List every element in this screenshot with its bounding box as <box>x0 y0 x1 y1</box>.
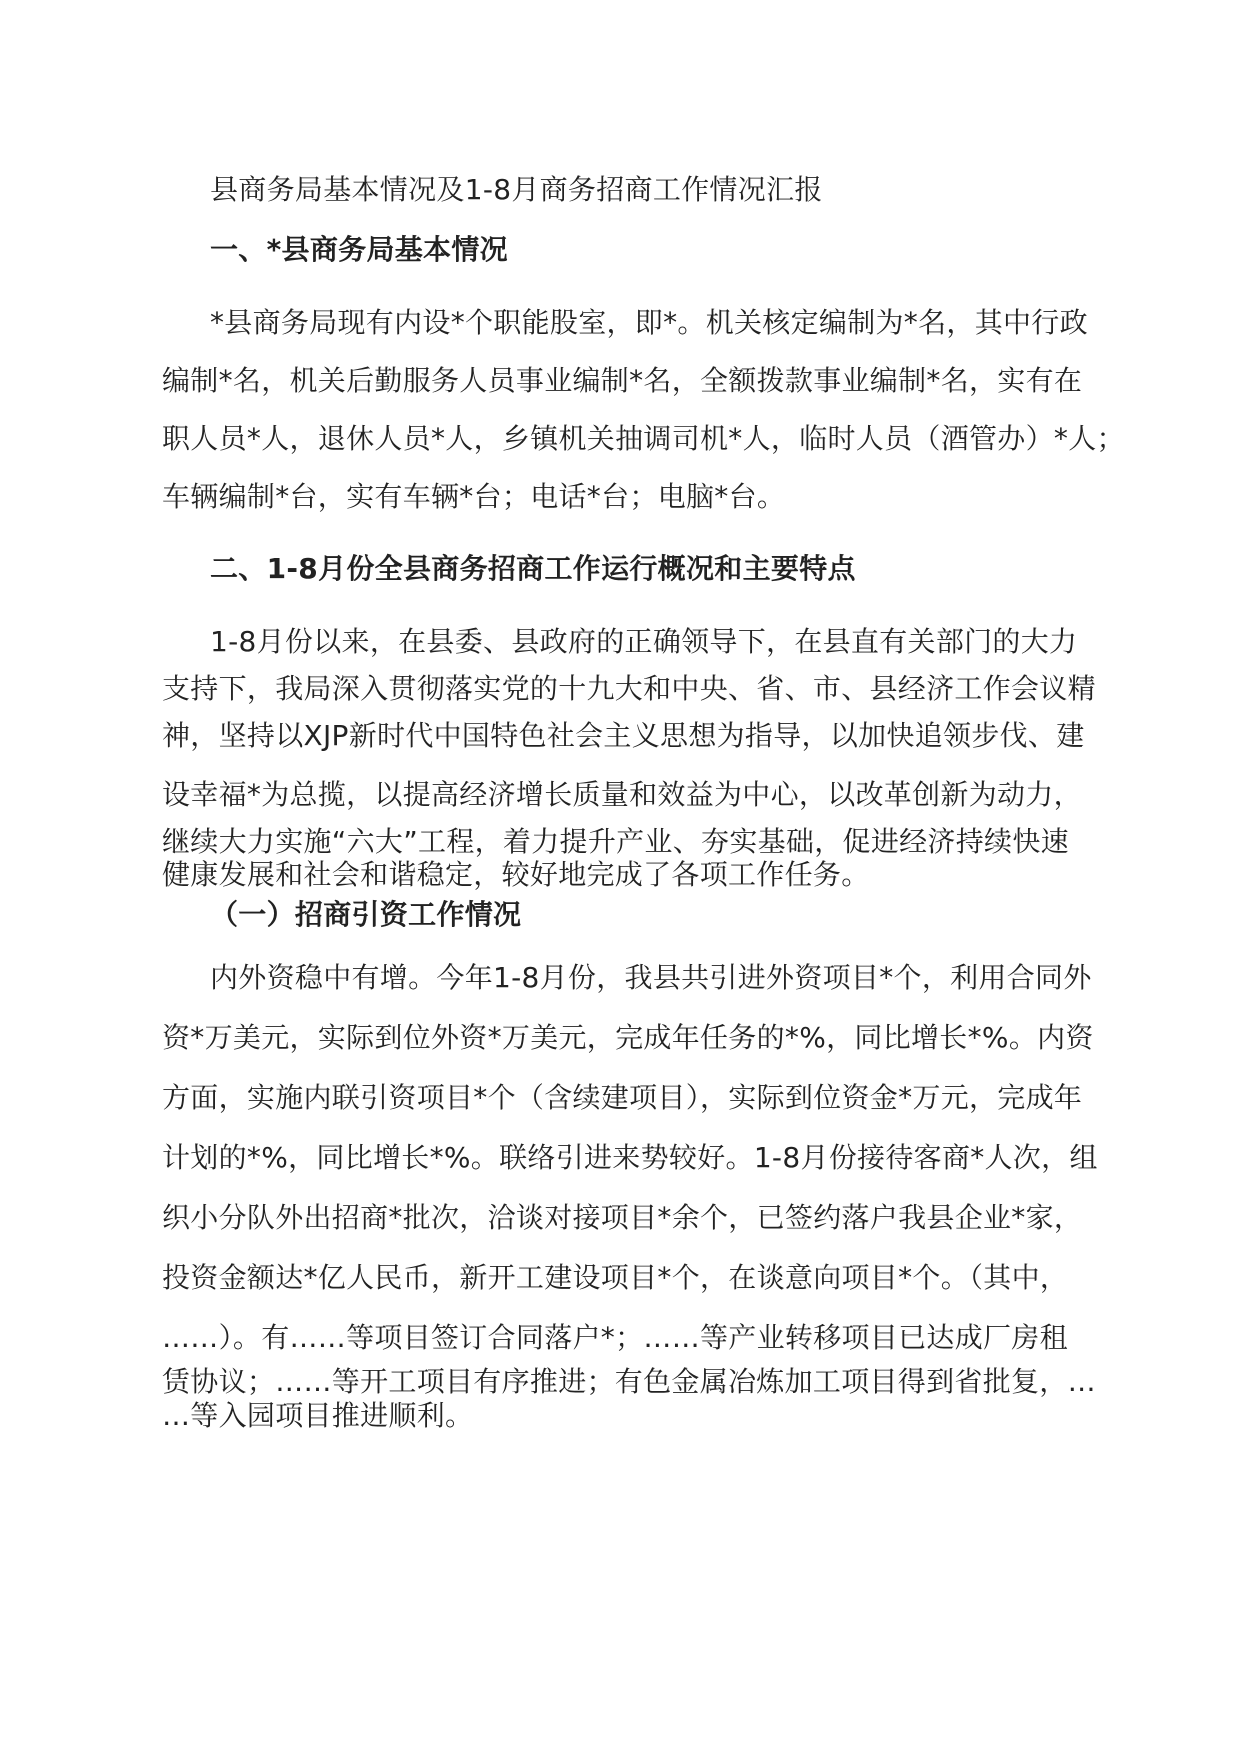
section-heading-basic-info: 一、*县商务局基本情况 <box>210 233 508 266</box>
paragraph-line: 投资金额达*亿人民币，新开工建设项目*个，在谈意向项目*个。（其中， <box>162 1261 1069 1294</box>
paragraph-line: 健康发展和社会和谐稳定，较好地完成了各项工作任务。 <box>162 858 870 891</box>
paragraph-line: 编制*名，机关后勤服务人员事业编制*名，全额拨款事业编制*名，实有在 <box>162 364 1083 397</box>
subsection-heading-investment: （一）招商引资工作情况 <box>210 898 522 931</box>
paragraph-line: 职人员*人，退休人员*人，乡镇机关抽调司机*人，临时人员（酒管办）*人； <box>162 422 1125 455</box>
paragraph-line: *县商务局现有内设*个职能股室，即*。机关核定编制为*名，其中行政 <box>210 306 1088 339</box>
document-title: 县商务局基本情况及1-8月商务招商工作情况汇报 <box>210 173 823 206</box>
paragraph-line: 赁协议；……等开工项目有序推进；有色金属冶炼加工项目得到省批复，… <box>162 1365 1096 1398</box>
paragraph-line: …等入园项目推进顺利。 <box>162 1399 474 1432</box>
paragraph-line: ……）。有……等项目签订合同落户*；……等产业转移项目已达成厂房租 <box>162 1321 1068 1354</box>
section-heading-overview: 二、1-8月份全县商务招商工作运行概况和主要特点 <box>210 552 856 585</box>
paragraph-line: 资*万美元，实际到位外资*万美元，完成年任务的*%，同比增长*%。内资 <box>162 1021 1094 1054</box>
paragraph-line: 继续大力实施“六大”工程，着力提升产业、夯实基础，促进经济持续快速 <box>162 825 1069 858</box>
paragraph-line: 1-8月份以来，在县委、县政府的正确领导下，在县直有关部门的大力 <box>210 625 1078 658</box>
paragraph-line: 计划的*%，同比增长*%。联络引进来势较好。1-8月份接待客商*人次，组 <box>162 1141 1098 1174</box>
paragraph-line: 车辆编制*台，实有车辆*台；电话*台；电脑*台。 <box>162 480 786 513</box>
paragraph-line: 织小分队外出招商*批次，洽谈对接项目*余个，已签约落户我县企业*家， <box>162 1201 1083 1234</box>
paragraph-line: 支持下，我局深入贯彻落实党的十九大和中央、省、市、县经济工作会议精 <box>162 672 1096 705</box>
paragraph-line: 神，坚持以XJP新时代中国特色社会主义思想为指导，以加快追领步伐、建 <box>162 719 1085 752</box>
paragraph-line: 方面，实施内联引资项目*个（含续建项目），实际到位资金*万元，完成年 <box>162 1081 1083 1114</box>
paragraph-line: 设幸福*为总揽，以提高经济增长质量和效益为中心，以改革创新为动力， <box>162 778 1082 811</box>
paragraph-line: 内外资稳中有增。今年1-8月份，我县共引进外资项目*个，利用合同外 <box>210 961 1092 994</box>
